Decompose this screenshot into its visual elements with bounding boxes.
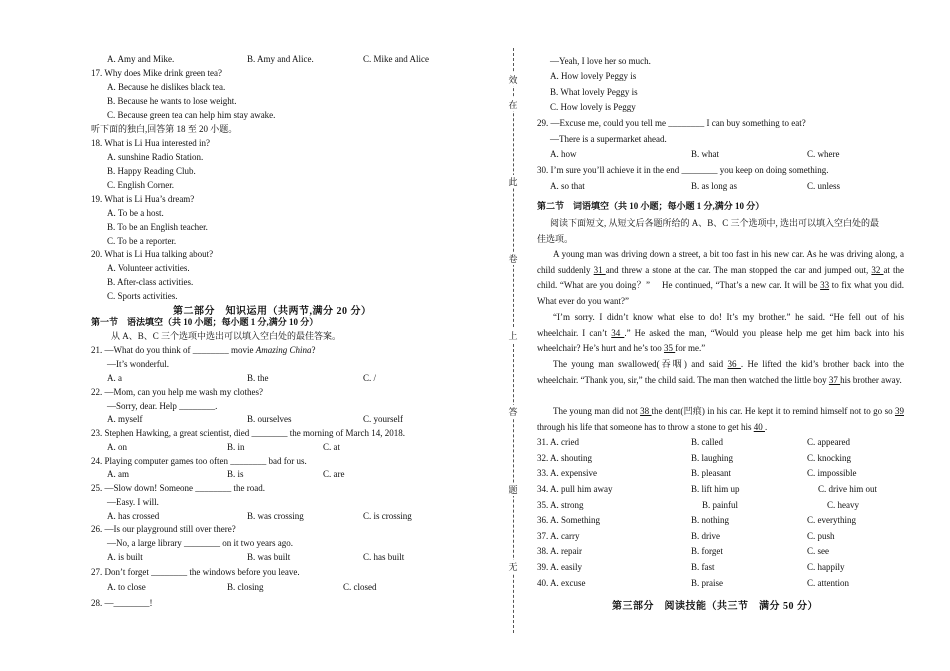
part3-title: 第三部分 阅读技能（共三节 满分 50 分） [612,601,818,612]
binding-char: 此 [506,175,520,188]
q25-dialogue: —Easy. I will. [107,497,159,507]
q23-stem: 23. Stephen Hawking, a great scientist, died ________ the morning of March 14, 2018. [91,428,405,438]
q26-stem: 26. —Is our playground still over there? [91,524,236,534]
q21-dialogue: —It’s wonderful. [107,359,169,369]
q17-option-c: C. Because green tea can help him stay awake. [107,110,276,120]
option-row: B. nothing [691,515,730,525]
q18-option-c: C. English Corner. [107,180,174,190]
option-row: C. appeared [807,437,850,447]
q29-stem: 29. —Excuse me, could you tell me ________ I can buy something to eat? [537,118,806,128]
q28-dialogue: —Yeah, I love her so much. [550,56,651,66]
option-row: C. knocking [807,453,851,463]
q22-dialogue: —Sorry, dear. Help ________. [107,401,218,411]
binding-char: 在 [506,98,520,111]
q18-option-a: A. sunshine Radio Station. [107,152,204,162]
option-row: C. everything [807,515,856,525]
option-row: B. called [691,437,723,447]
section2-instructions: 阅读下面短文, 从短文后各题所给的 A、B、C 三个选项中, 选出可以填入空白处的最 [550,218,880,228]
q16-option-a: A. Amy and Mike. [107,54,175,64]
q19-stem: 19. What is Li Hua’s dream? [91,194,195,204]
q23-option-c: C. at [323,442,340,452]
passage-paragraph-2: “I’m sorry. I didn’t know what else to do! It’s my brother.” he said. “He fell out of his wheelchair. I can’t 34 .” He asked the man, “Would you please help me get him back into his wheelchair? He’s hurt and he’s too 35 for me.” [537,312,904,354]
option-row: 33. A. expensive [537,468,597,478]
q20-option-a: A. Volunteer activities. [107,263,190,273]
q28-stem: 28. —________! [91,598,153,608]
q17-option-b: B. Because he wants to lose weight. [107,96,237,106]
q18-stem: 18. What is Li Hua interested in? [91,138,211,148]
q30-stem: 30. I’m sure you’ll achieve it in the end ________ you keep on doing something. [537,165,829,175]
binding-char: 题 [506,483,520,496]
q27-stem: 27. Don’t forget ________ the windows before you leave. [91,567,300,577]
q26-option-c: C. has built [363,552,405,562]
q28-option-a: A. How lovely Peggy is [550,71,637,81]
option-row: 40. A. excuse [537,578,586,588]
q21-option-c: C. / [363,373,377,383]
q22-option-a: A. myself [107,414,143,424]
passage-paragraph-4: The young man did not 38 the dent(凹痕) in his car. He kept it to remind himself not to go so 39 through his life that someone has to throw a stone to get his 40 . [537,406,904,432]
q22-stem: 22. —Mom, can you help me wash my clothes? [91,387,263,397]
q20-stem: 20. What is Li Hua talking about? [91,249,214,259]
option-row: C. attention [807,578,849,588]
blank-39: 39 [894,406,904,416]
binding-char: 上 [506,329,520,342]
q19-option-c: C. To be a reporter. [107,236,177,246]
option-row: B. forget [691,546,723,556]
part2-title: 第二部分 知识运用（共两节,满分 20 分） [173,306,372,317]
monologue-note: 听下面的独白,回答第 18 至 20 小题。 [91,124,238,134]
blank-38: 38 [640,406,652,416]
option-row: 32. A. shouting [537,453,593,463]
option-row: B. painful [702,500,738,510]
option-row: C. drive him out [818,484,877,494]
q26-option-a: A. is built [107,552,143,562]
q19-option-a: A. To be a host. [107,208,164,218]
binding-char: 无 [506,560,520,573]
section2-instructions-cont: 佳选项。 [537,234,574,244]
q29-dialogue: —There is a supermarket ahead. [550,134,667,144]
option-row: B. drive [691,531,720,541]
q25-option-a: A. has crossed [107,511,160,521]
q19-option-b: B. To be an English teacher. [107,222,208,232]
q24-option-c: C. are [323,469,345,479]
option-row: C. push [807,531,835,541]
option-row: B. pleasant [691,468,731,478]
q20-option-b: B. After-class activities. [107,277,194,287]
passage-paragraph-1: A young man was driving down a street, a bit too fast in his new car. As he was driving along, a child suddenly 31 and threw a stone at the car. The man stopped the car and jumped out, 32 at the child. “What are you doing？” He continued, “That’s a new car. It will be 33 to fix what you did. What ever do you want?” [537,249,904,307]
q22-option-c: C. yourself [363,414,403,424]
blank-34: 34 [611,327,625,338]
option-row: C. see [807,546,829,556]
option-row: 34. A. pull him away [537,484,613,494]
q22-option-b: B. ourselves [247,414,292,424]
q27-option-a: A. to close [107,582,146,592]
blank-33: 33 [820,280,830,291]
binding-char: 答 [506,405,520,418]
blank-37: 37 [828,374,841,385]
blank-40: 40 [753,421,765,432]
q25-option-c: C. is crossing [363,511,412,521]
q17-stem: 17. Why does Mike drink green tea? [91,68,223,78]
q27-option-c: C. closed [343,582,377,592]
q24-stem: 24. Playing computer games too often ________ bad for us. [91,456,307,466]
q30-option-c: C. unless [807,181,841,191]
q23-option-b: B. in [227,442,245,452]
q24-option-b: B. is [227,469,244,479]
q29-option-c: C. where [807,149,840,159]
q30-option-a: A. so that [550,181,585,191]
q26-option-b: B. was built [247,552,291,562]
q25-stem: 25. —Slow down! Someone ________ the road. [91,483,265,493]
option-row: B. lift him up [691,484,740,494]
q30-option-b: B. as long as [691,181,737,191]
option-row: B. fast [691,562,715,572]
option-row: 31. A. cried [537,437,579,447]
passage-paragraph-3: The young man swallowed(吞咽) and said 36 . He lifted the kid’s brother back into the wheelchair. “Thank you, sir,” the child said. The man then watched the little boy 37 his brother away. [537,359,905,385]
q28-option-c: C. How lovely is Peggy [550,102,636,112]
q24-option-a: A. am [107,469,129,479]
q27-option-b: B. closing [227,582,264,592]
q21-option-b: B. the [247,373,269,383]
q25-option-b: B. was crossing [247,511,304,521]
blank-31: 31 [593,264,606,275]
q21-option-a: A. a [107,373,122,383]
blank-32: 32 [871,264,884,275]
q29-option-b: B. what [691,149,719,159]
option-row: 36. A. Something [537,515,601,525]
option-row: C. heavy [827,500,859,510]
q29-option-a: A. how [550,149,577,159]
q23-option-a: A. on [107,442,127,452]
blank-36: 36 [727,359,741,369]
q26-dialogue: —No, a large library ________ on it two years ago. [107,538,294,548]
q16-option-c: C. Mike and Alice [363,54,429,64]
q21-stem: 21. —What do you think of ________ movie Amazing China? [91,345,316,355]
option-row: C. impossible [807,468,857,478]
q17-option-a: A. Because he dislikes black tea. [107,82,226,92]
section1-instructions: 从 A、B、C 三个选项中选出可以填入空白处的最佳答案。 [111,331,342,341]
blank-35: 35 [663,343,676,354]
section2-title: 第二节 词语填空（共 10 小题；每小题 1 分,满分 10 分） [537,201,765,211]
binding-char: 卷 [506,252,520,265]
q28-option-b: B. What lovely Peggy is [550,87,638,97]
option-row: 35. A. strong [537,500,584,510]
binding-char: 效 [506,73,520,86]
section1-title: 第一节 语法填空（共 10 小题；每小题 1 分,满分 10 分） [91,317,319,327]
option-row: B. laughing [691,453,733,463]
q18-option-b: B. Happy Reading Club. [107,166,196,176]
option-row: B. praise [691,578,723,588]
option-row: 38. A. repair [537,546,582,556]
q20-option-c: C. Sports activities. [107,291,178,301]
option-row: 39. A. easily [537,562,582,572]
option-row: 37. A. carry [537,531,580,541]
option-row: C. happily [807,562,845,572]
q16-option-b: B. Amy and Alice. [247,54,314,64]
